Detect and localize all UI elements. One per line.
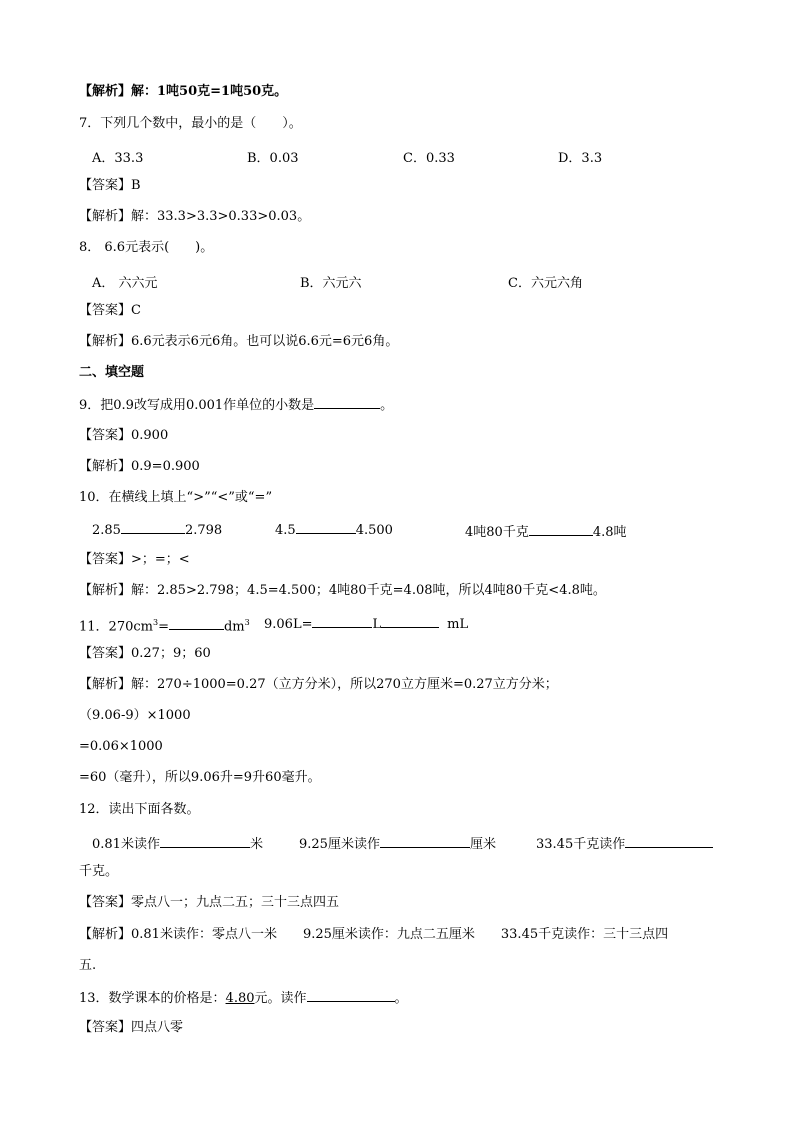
q10-p3-right: 4.8吨 bbox=[592, 525, 627, 540]
q7-stem: 7．下列几个数中，最小的是（ ）。 bbox=[79, 116, 302, 131]
q9-explanation: 【解析】0.9=0.900 bbox=[79, 459, 200, 474]
q13-text-3: 。 bbox=[394, 991, 408, 1006]
q11-sup-1: 3 bbox=[152, 618, 159, 627]
q12-explanation-2: 五. bbox=[79, 958, 97, 973]
q10-pair-1 bbox=[92, 521, 222, 538]
q11-text-1: 11．270cm bbox=[79, 619, 153, 635]
q12-item-1 bbox=[92, 833, 263, 852]
q10-pair-3 bbox=[465, 521, 627, 540]
q11-stem bbox=[79, 615, 250, 635]
q12-p1-unit: 米 bbox=[249, 837, 263, 852]
q11-blank-2 bbox=[312, 615, 372, 628]
q12-p2-unit: 厘米 bbox=[469, 837, 496, 852]
q13-text-2: 元。读作 bbox=[254, 991, 307, 1006]
q9-stem-text: 9．把0.9改写成用0.001作单位的小数是 bbox=[79, 398, 315, 413]
q13-blank bbox=[307, 989, 395, 1002]
q10-p2-left: 4.5 bbox=[275, 523, 296, 538]
q11-explanation-3: =0.06×1000 bbox=[79, 739, 163, 754]
q12-explanation-1: 【解析】0.81米读作：零点八一米 9.25厘米读作：九点二五厘米 33.45千克读作：三十三点四 bbox=[79, 927, 669, 942]
q12-p2-text: 9.25厘米读作 bbox=[299, 837, 380, 852]
q7-option-c: C．0.33 bbox=[403, 151, 455, 166]
q11-sup-2: 3 bbox=[244, 618, 250, 627]
q10-blank-2 bbox=[296, 521, 356, 534]
q8-answer: 【答案】C bbox=[79, 303, 141, 318]
q12-p3-text: 33.45千克读作 bbox=[536, 837, 626, 852]
q12-item-3 bbox=[536, 833, 713, 852]
q10-p1-right: 2.798 bbox=[184, 523, 223, 538]
q7-answer: 【答案】B bbox=[79, 178, 141, 193]
q11-text-2: 9.06L= bbox=[264, 617, 313, 632]
q11-eq: = bbox=[158, 619, 169, 635]
q12-blank-2 bbox=[380, 835, 470, 848]
q7-option-b: B．0.03 bbox=[247, 151, 299, 166]
q7-option-d: D．3.3 bbox=[558, 151, 603, 166]
q8-option-c: C．六元六角 bbox=[508, 276, 583, 291]
q8-option-b: B．六元六 bbox=[300, 276, 362, 291]
q9-blank bbox=[314, 396, 380, 409]
q11-blank-3 bbox=[381, 615, 439, 628]
q13-price: 4.80 bbox=[225, 991, 255, 1006]
q8-option-a: A． 六六元 bbox=[92, 276, 158, 291]
q7-option-a: A．33.3 bbox=[92, 151, 144, 166]
q10-p3-left: 4吨80千克 bbox=[465, 525, 529, 540]
q11-explanation-1: 【解析】解：270÷1000=0.27（立方分米），所以270立方厘米=0.27立方分米； bbox=[79, 677, 558, 692]
q13-stem bbox=[79, 989, 408, 1007]
q11-blank-1 bbox=[169, 617, 224, 630]
q10-pair-2 bbox=[275, 521, 393, 538]
q10-p1-left: 2.85 bbox=[92, 523, 121, 538]
q11-stem-2 bbox=[264, 615, 468, 632]
q13-text-1: 13．数学课本的价格是： bbox=[79, 991, 226, 1006]
q12-p1-text: 0.81米读作 bbox=[92, 837, 160, 852]
q11-explanation-4: =60（毫升），所以9.06升=9升60毫升。 bbox=[79, 770, 321, 785]
q11-explanation-2: （9.06-9）×1000 bbox=[79, 708, 191, 723]
q12-blank-3 bbox=[625, 835, 713, 848]
q12-continuation: 千克。 bbox=[79, 864, 119, 879]
q8-explanation: 【解析】6.6元表示6元6角。也可以说6.6元=6元6角。 bbox=[79, 334, 399, 349]
q9-stem bbox=[79, 396, 393, 414]
q12-item-2 bbox=[299, 833, 496, 852]
q10-p2-right: 4.500 bbox=[355, 523, 393, 538]
q11-unit-dm: dm bbox=[223, 619, 245, 635]
q6-explanation: 【解析】解：1吨50克=1吨50克。 bbox=[79, 84, 288, 99]
q7-explanation: 【解析】解：33.3>3.3>0.33>0.03。 bbox=[79, 209, 311, 224]
q9-stem-end: 。 bbox=[380, 398, 394, 413]
q12-blank-1 bbox=[160, 835, 250, 848]
q10-blank-1 bbox=[121, 521, 185, 534]
q12-answer: 【答案】零点八一；九点二五；三十三点四五 bbox=[79, 895, 340, 910]
q10-answer: 【答案】>；=；< bbox=[79, 552, 190, 567]
q12-stem: 12．读出下面各数。 bbox=[79, 802, 200, 817]
q11-answer: 【答案】0.27；9；60 bbox=[79, 646, 211, 661]
q10-blank-3 bbox=[529, 523, 593, 536]
section-heading: 二、填空题 bbox=[79, 365, 145, 380]
q11-unit-l: L bbox=[372, 617, 382, 632]
q13-answer: 【答案】四点八零 bbox=[79, 1020, 184, 1035]
q10-stem: 10．在横线上填上“>”“<”或“=” bbox=[79, 490, 273, 505]
q9-answer: 【答案】0.900 bbox=[79, 428, 169, 443]
q11-unit-ml: mL bbox=[447, 617, 469, 632]
q10-explanation: 【解析】解：2.85>2.798；4.5=4.500；4吨80千克=4.08吨，所以4吨80千克<4.8吨。 bbox=[79, 583, 606, 598]
q8-stem: 8． 6.6元表示( )。 bbox=[79, 240, 214, 255]
